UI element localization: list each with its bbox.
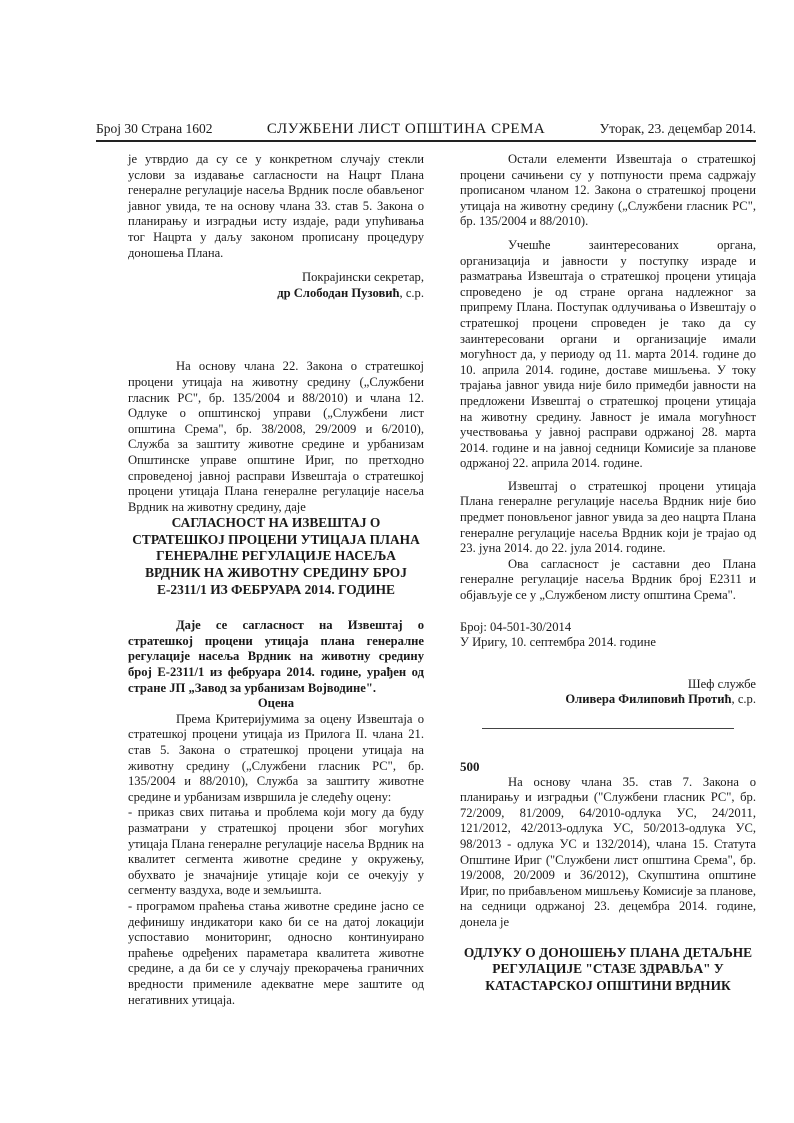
secretary-signature <box>128 286 424 302</box>
continued-paragraph: је утврдио да су се у конкретном случају стекли услови за издавање сагласности на Нацрт Плана генералне регулације насеља Врдник после обављеног јавног увида, те на основу члана 33. став 5. Закона о планирању и изградњи исту издаје, ради упућивања тог Нацрта у даљу законом прописану процедуру доношења Плана. <box>128 152 424 260</box>
assessment-bullet: - приказ свих питања и проблема који могу да буду разматрани у стратешкој процени због могућих утицаја Плана генералне регулације насеља Врдник на квалитет сегмента животне средине у окружењу, обухвато је значајније утицаје који се очекују у сегменту ваздуха, воде и земљишта. <box>128 805 424 898</box>
assessment-heading: Оцена <box>257 696 295 711</box>
assessment-bullet: - програмом праћења стања животне средине јасно се дефинишу индикатори како би се на датој локацији успоставио мониторинг, односно континуирано праћење одређених параметара квалитета животне средине, а да би се у случају прекорачења граничних вредности примениле адекватне мере заштите од негативних утицаја. <box>128 898 424 1007</box>
secretary-name: др Слободан Пузовић <box>277 285 400 300</box>
report-paragraph: Извештај о стратешкој процени утицаја Плана генералне регулације насеља Врдник није био предмет поновљеног јавног увида за део нацрта Плана генералне регулације насеља Врдник који је трајао од 23. јуна 2014. до 22. јула 2014. године. <box>460 478 756 556</box>
assessment-paragraph: Према Критеријумима за оцену Извештаја о стратешкој процени утицаја из Прилога II. члана 21. став 5. Закона о стратешкој процени утицаја на животну средину („Службени гласник РС", бр. 135/2004 и 88/2010), Служба за заштиту животне средине и урбанизам извршила је следећу оцену: <box>128 711 424 804</box>
participation-paragraph: Учешће заинтересованих органа, организација и јавности у поступку израде и разматрања Извештаја о стратешкој процени утицаја спроведено је од стране органа надлежног за припрему Плана. Поступак одлучивања о Извештају о стратешкој процени спроведен је тако да су заинтересовани органи и организације имали могућност да, у периоду од 11. марта 2014. године до 10. априла 2014. године, доставе мишљења. У току трајања јавног увида није било примедби јавности на предложени Извештај о стратешкој процени утицаја на животну средину. Јавност је имала могућност учествовања у јавној расправи одржаној 28. марта 2014. године и на јавној седници Комисије за планове одржаној 22. априла 2014. године. <box>460 237 756 471</box>
secretary-title: Покрајински секретар, <box>301 270 424 285</box>
basis-paragraph: На основу члана 22. Закона о стратешкој процени утицаја на животну средину („Службени гласник РС", бр. 135/2004 и 88/2010) и члана 12. Одлуке о општинској управи („Службени лист општина Срема", бр. 38/2008, 29/2009 и 6/2010), Служба за заштиту животне средине и урбанизам Општинске управе општине Ириг, по претходно спроведеној јавној расправи Извештаја о стратешкој процени утицаја Плана генералне регулације насеља Врдник на животну средину, даје <box>128 359 424 514</box>
integral-part-paragraph: Ова сагласност је саставни део Плана генералне регулације насеља Врдник број Е2311 и објављује се у „Службеном листу општина Срема". <box>460 556 756 603</box>
chief-signature <box>460 692 756 708</box>
other-elements-paragraph: Остали елементи Извештаја о стратешкој процени сачињени су у потпуности према садржају прописаном чланом 12. Закона о стратешкој процени утицаја на животну средину („Службени гласник РС", бр. 135/2004 и 88/2010). <box>460 152 756 229</box>
issue-date: Уторак, 23. децембар 2014. <box>599 121 756 136</box>
consent-paragraph: Даје се сагласност на Извештај о стратешкој процени утицаја плана генералне регулације насеља Врдник на животну средину број Е-2311/1 из фебруара 2014. године, урађен од стране ЈП „Завод за урбанизам Војводине". <box>128 618 424 695</box>
left-column <box>128 152 424 1008</box>
chief-suffix: , с.р. <box>731 692 756 707</box>
chief-title: Шеф службе <box>687 676 756 691</box>
journal-masthead: СЛУЖБЕНИ ЛИСТ ОПШТИНА СРЕМА <box>266 121 546 137</box>
page-header <box>96 118 756 142</box>
reference-number: Број: 04-501-30/2014 <box>460 619 572 634</box>
right-column <box>460 152 756 994</box>
separator-line <box>482 728 734 729</box>
decision-basis-paragraph: На основу члана 35. став 7. Закона о планирању и изградњи ("Службени гласник РС", бр. 72/2009, 81/2009, 64/2010-одлука УС, 24/2011, 121/2012, 42/2013-одлука УС, 50/2013-одлука УС, 98/2013 - одлука УС и 132/2014), члана 15. Статута Општине Ириг ("Службени лист општина Срема", бр. 19/2008, 20/2009 и 36/2012), Скупштина општине Ириг, по прибављеном мишљењу Комисије за планове, на седници одржаној 23. децембра 2014. године, донела је <box>460 774 756 929</box>
reference-place-date: У Иригу, 10. септембра 2014. године <box>460 635 656 650</box>
chief-name: Оливера Филиповић Протић <box>565 692 732 707</box>
decision-title: ОДЛУКУ О ДОНОШЕЊУ ПЛАНА ДЕТАЉНЕ РЕГУЛАЦИЈЕ "СТАЗЕ ЗДРАВЉА" У КАТАСТАРСКОЈ ОПШТИНИ ВРДНИК <box>463 944 753 993</box>
consent-title: САГЛАСНОСТ НА ИЗВЕШТАЈ О СТРАТЕШКОЈ ПРОЦЕНИ УТИЦАЈА ПЛАНА ГЕНЕРАЛНЕ РЕГУЛАЦИЈЕ НАСЕЉА ВРДНИК НА ЖИВОТНУ СРЕДИНУ БРОЈ Е-2311/1 ИЗ ФЕБРУАРА 2014. ГОДИНЕ <box>132 515 420 597</box>
issue-page-number: Број 30 Страна 1602 <box>96 121 213 136</box>
secretary-suffix: , с.р. <box>399 285 424 300</box>
item-number: 500 <box>460 759 480 774</box>
